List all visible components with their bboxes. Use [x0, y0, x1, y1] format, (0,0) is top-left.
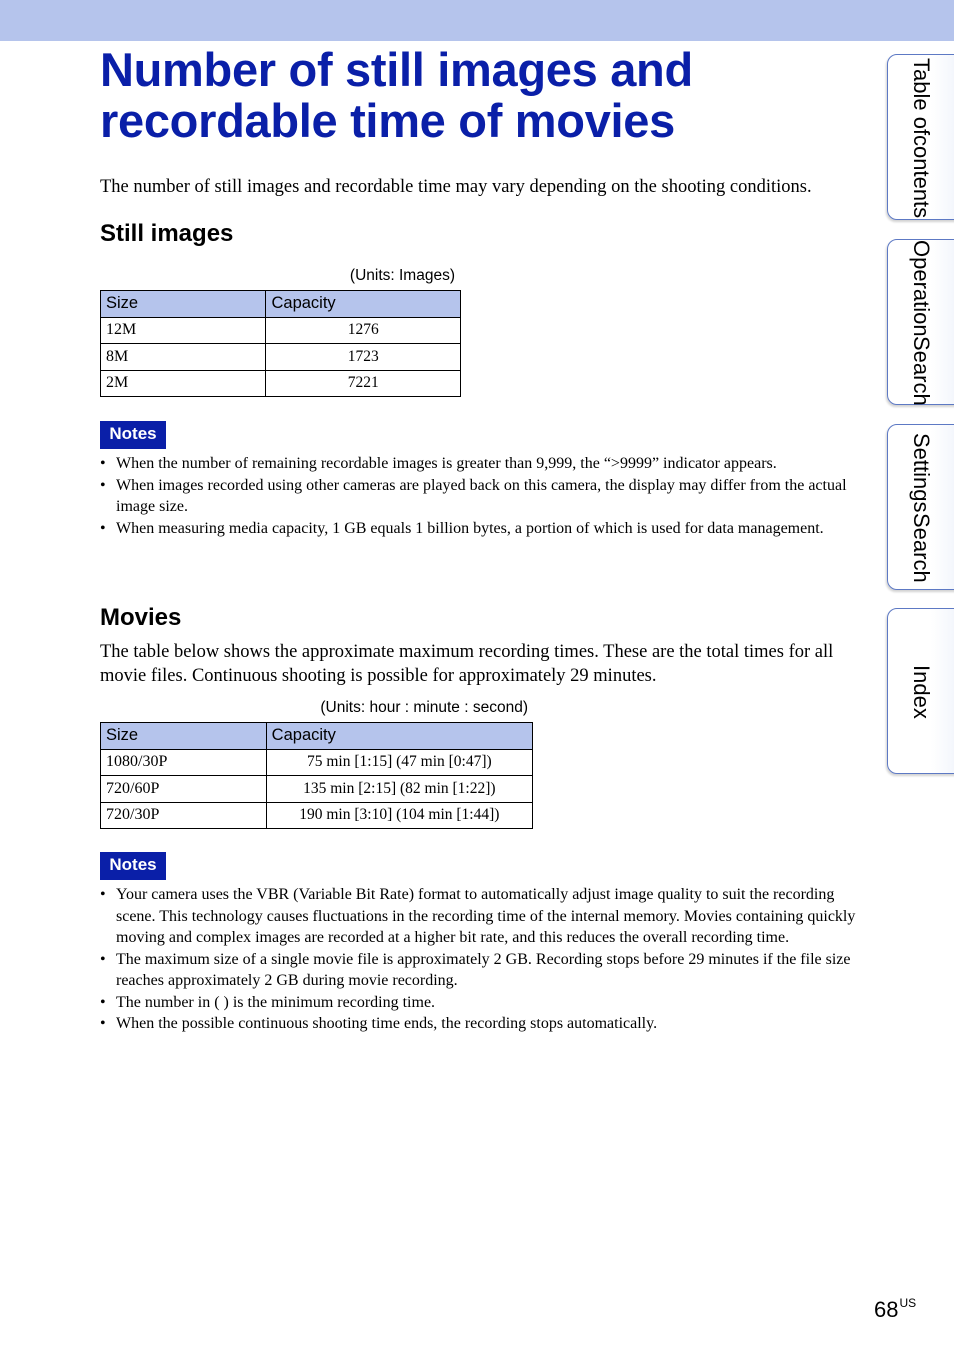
intro-text: The number of still images and recordable time may vary depending on the shooting conditions.	[100, 177, 812, 197]
capacity-cell: 7221	[266, 370, 461, 397]
movies-notes-badge: Notes	[100, 852, 166, 880]
header-band	[0, 0, 954, 41]
tab-label-line-1: Settings	[909, 433, 934, 513]
list-item: • The number in ( ) is the minimum recording time.	[100, 992, 860, 1014]
size-cell: 12M	[101, 317, 266, 344]
capacity-cell: 75 min [1:15] (47 min [0:47])	[266, 749, 532, 776]
table-header-row	[101, 291, 461, 318]
movies-description: The table below shows the approximate maximum recording times. These are the total times for all movie files. Continuous shooting is possible for approximately 29 minutes.	[100, 642, 834, 686]
size-cell: 1080/30P	[101, 749, 267, 776]
size-cell: 720/30P	[101, 802, 267, 829]
tab-label-line-2: Search	[909, 336, 934, 407]
tab-index[interactable]	[887, 608, 954, 774]
tab-label	[896, 425, 946, 591]
list-item: • When the number of remaining recordable images is greater than 9,999, the “>9999” indicator appears.	[100, 453, 860, 475]
movies-heading: Movies	[100, 604, 182, 631]
list-item: • When images recorded using other cameras are played back on this camera, the display may differ from the actual image size.	[100, 475, 860, 518]
page-number-suffix: US	[899, 1296, 917, 1310]
column-header-size: Size	[101, 291, 266, 318]
movies-table	[100, 722, 533, 829]
list-item: • The maximum size of a single movie file is approximately 2 GB. Recording stops before 29 minutes if the file size reaches approximately 2 GB during movie recording.	[100, 949, 860, 992]
still-images-notes-list	[100, 453, 860, 539]
page-title-line-2: recordable time of movies	[100, 94, 675, 147]
tab-label-line-2: contents	[909, 134, 934, 219]
size-cell: 2M	[101, 370, 266, 397]
page-title	[100, 44, 860, 146]
tab-label-line-1: Index	[909, 665, 934, 719]
capacity-cell: 1723	[266, 344, 461, 371]
tab-table-of-contents[interactable]	[887, 54, 954, 220]
table-row	[101, 344, 461, 371]
page-number	[874, 1290, 916, 1323]
page-title-line-1: Number of still images and	[100, 43, 693, 96]
still-images-units: (Units: Images)	[349, 267, 455, 284]
tab-label-line-1: Table of	[909, 57, 934, 135]
tab-label	[896, 55, 946, 221]
column-header-capacity: Capacity	[266, 291, 461, 318]
table-row	[101, 317, 461, 344]
tab-label-line-2: Search	[909, 512, 934, 583]
list-item: • When measuring media capacity, 1 GB equals 1 billion bytes, a portion of which is used for data management.	[100, 518, 860, 540]
table-row	[101, 802, 533, 829]
list-item: • Your camera uses the VBR (Variable Bit Rate) format to automatically adjust image quality to suit the recording scene. This technology causes fluctuations in the recording time of the internal memory. Movies containing quickly moving and complex images are recorded at a higher bit rate, and this reduces the overall recording time.	[100, 884, 860, 949]
column-header-capacity: Capacity	[266, 723, 532, 750]
capacity-cell: 190 min [3:10] (104 min [1:44])	[266, 802, 532, 829]
capacity-cell: 135 min [2:15] (82 min [1:22])	[266, 776, 532, 803]
page-number-value: 68	[874, 1297, 899, 1322]
size-cell: 8M	[101, 344, 266, 371]
still-images-notes-badge: Notes	[100, 421, 166, 449]
table-header-row	[101, 723, 533, 750]
tab-label-line-1: Operation	[909, 239, 934, 337]
movies-units: (Units: hour : minute : second)	[320, 699, 528, 716]
tab-settings-search[interactable]	[887, 424, 954, 590]
tab-label	[896, 609, 946, 775]
list-item: • When the possible continuous shooting time ends, the recording stops automatically.	[100, 1013, 860, 1035]
capacity-cell: 1276	[266, 317, 461, 344]
still-images-table	[100, 290, 461, 397]
still-images-heading: Still images	[100, 220, 234, 247]
tab-label	[896, 240, 946, 406]
table-row	[101, 776, 533, 803]
tab-operation-search[interactable]	[887, 239, 954, 405]
size-cell: 720/60P	[101, 776, 267, 803]
table-row	[101, 370, 461, 397]
table-row	[101, 749, 533, 776]
column-header-size: Size	[101, 723, 267, 750]
movies-notes-list	[100, 884, 860, 1035]
